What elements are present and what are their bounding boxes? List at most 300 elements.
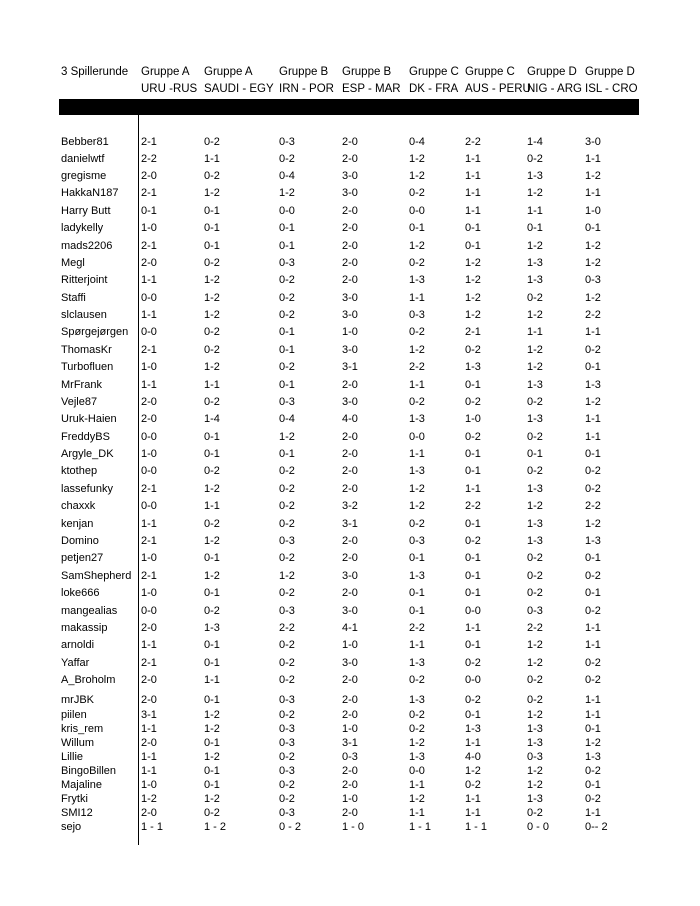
score-prediction: 2-0 [342, 448, 358, 460]
score-prediction: 1-2 [409, 170, 425, 182]
score-prediction: 0-2 [465, 344, 481, 356]
score-prediction: 0-2 [204, 257, 220, 269]
score-prediction: 1-3 [204, 622, 220, 634]
score-prediction: 1-1 [409, 448, 425, 460]
score-prediction: 0-0 [279, 205, 295, 217]
score-prediction: 0-2 [585, 465, 601, 477]
score-prediction: 2-0 [141, 396, 157, 408]
score-prediction: 0-2 [465, 694, 481, 706]
score-prediction: 2-0 [342, 431, 358, 443]
score-prediction: 1-3 [527, 793, 543, 805]
score-prediction: 0-1 [585, 552, 601, 564]
score-prediction: 2-0 [342, 674, 358, 686]
score-prediction: 0-2 [527, 807, 543, 819]
player-name: SamShepherd [61, 570, 132, 582]
score-prediction: 1-2 [409, 500, 425, 512]
score-prediction: 3-0 [342, 344, 358, 356]
score-prediction: 0-1 [465, 639, 481, 651]
score-prediction: 1-3 [527, 413, 543, 425]
score-prediction: 1-3 [527, 518, 543, 530]
score-prediction: 0-1 [204, 448, 220, 460]
score-prediction: 1-3 [527, 723, 543, 735]
score-prediction: 0-1 [279, 240, 295, 252]
score-prediction: 0-1 [527, 448, 543, 460]
score-prediction: 1-2 [527, 765, 543, 777]
score-prediction: 1-2 [527, 309, 543, 321]
score-prediction: 1-4 [204, 413, 220, 425]
score-prediction: 2-1 [141, 483, 157, 495]
score-prediction: 0-0 [141, 292, 157, 304]
player-name: FreddyBS [61, 431, 110, 443]
score-prediction: 0-2 [585, 344, 601, 356]
score-prediction: 0-2 [409, 709, 425, 721]
score-prediction: 0-2 [279, 153, 295, 165]
score-prediction: 1-3 [409, 570, 425, 582]
score-prediction: 0-2 [585, 674, 601, 686]
score-prediction: 0-2 [465, 657, 481, 669]
name-column-divider [138, 115, 139, 845]
score-prediction: 1-3 [527, 483, 543, 495]
score-prediction: 0-2 [585, 483, 601, 495]
score-prediction: 0-1 [585, 361, 601, 373]
score-prediction: 0-3 [409, 309, 425, 321]
score-prediction: 3-0 [342, 309, 358, 321]
score-prediction: 2-0 [342, 136, 358, 148]
score-prediction: 0-1 [585, 723, 601, 735]
score-prediction: 0-1 [465, 240, 481, 252]
player-name: danielwtf [61, 153, 105, 165]
score-prediction: 1-3 [409, 465, 425, 477]
score-prediction: 1-1 [585, 187, 601, 199]
score-prediction: 3-1 [342, 518, 358, 530]
score-prediction: 1-2 [409, 344, 425, 356]
score-prediction: 1-2 [585, 170, 601, 182]
score-prediction: 1-2 [204, 309, 220, 321]
score-prediction: 1-0 [141, 552, 157, 564]
score-prediction: 1-2 [204, 187, 220, 199]
player-name: loke666 [61, 587, 100, 599]
score-prediction: 1-3 [409, 274, 425, 286]
score-prediction: 2-0 [141, 413, 157, 425]
score-prediction: 1-1 [409, 779, 425, 791]
score-prediction: 2-0 [342, 709, 358, 721]
score-prediction: 0-1 [204, 639, 220, 651]
score-prediction: 0-1 [141, 205, 157, 217]
player-name: mads2206 [61, 240, 113, 252]
score-prediction: 1-2 [204, 751, 220, 763]
score-prediction: 1 - 1 [141, 821, 164, 833]
score-prediction: 0-2 [527, 292, 543, 304]
score-prediction: 1-3 [465, 723, 481, 735]
score-prediction: 2-0 [342, 222, 358, 234]
score-prediction: 1-0 [342, 326, 358, 338]
score-prediction: 0-2 [409, 674, 425, 686]
score-prediction: 2-1 [141, 344, 157, 356]
player-name: Ritterjoint [61, 274, 108, 286]
score-prediction: 0-3 [409, 535, 425, 547]
score-prediction: 0-2 [279, 292, 295, 304]
group-label: Gruppe A [204, 66, 253, 78]
match-label: NIG - ARG [527, 83, 582, 95]
score-prediction: 0-2 [204, 465, 220, 477]
score-prediction: 0-1 [585, 587, 601, 599]
score-prediction: 1-2 [465, 257, 481, 269]
score-prediction: 2-0 [141, 622, 157, 634]
score-prediction: 1-0 [342, 723, 358, 735]
score-prediction: 0-0 [141, 500, 157, 512]
score-prediction: 3-2 [342, 500, 358, 512]
score-prediction: 3-0 [342, 396, 358, 408]
score-prediction: 0-2 [409, 518, 425, 530]
score-prediction: 1-1 [465, 483, 481, 495]
score-prediction: 1-2 [585, 292, 601, 304]
score-prediction: 2-2 [465, 500, 481, 512]
score-prediction: 0-3 [279, 737, 295, 749]
score-prediction: 2-0 [342, 153, 358, 165]
score-prediction: 2-2 [527, 622, 543, 634]
score-prediction: 1-2 [204, 723, 220, 735]
score-prediction: 2-1 [141, 535, 157, 547]
score-prediction: 2-1 [141, 187, 157, 199]
score-prediction: 0-2 [279, 309, 295, 321]
player-name: piilen [61, 709, 87, 721]
score-prediction: 0-1 [585, 779, 601, 791]
score-prediction: 1-1 [204, 379, 220, 391]
score-prediction: 0-1 [279, 222, 295, 234]
group-label: Gruppe C [409, 66, 459, 78]
score-prediction: 2-0 [342, 807, 358, 819]
score-prediction: 1-1 [465, 807, 481, 819]
score-prediction: 2-0 [342, 240, 358, 252]
score-prediction: 0-1 [409, 222, 425, 234]
score-prediction: 0-2 [527, 153, 543, 165]
group-label: Gruppe B [279, 66, 329, 78]
player-name: Turbofluen [61, 361, 114, 373]
player-name: sejo [61, 821, 82, 833]
score-prediction: 0-0 [141, 605, 157, 617]
score-prediction: 0-2 [527, 587, 543, 599]
score-prediction: 0-2 [204, 344, 220, 356]
player-name: kris_rem [61, 723, 104, 735]
score-prediction: 0-2 [204, 605, 220, 617]
score-prediction: 1-1 [585, 153, 601, 165]
score-prediction: 2-0 [342, 257, 358, 269]
player-name: gregisme [61, 170, 107, 182]
score-prediction: 1-3 [585, 379, 601, 391]
score-prediction: 0-0 [409, 205, 425, 217]
score-prediction: 1-0 [342, 793, 358, 805]
score-prediction: 1-2 [527, 240, 543, 252]
player-name: Yaffar [61, 657, 90, 669]
score-prediction: 1-2 [585, 240, 601, 252]
score-prediction: 0-2 [527, 465, 543, 477]
score-prediction: 0-1 [409, 605, 425, 617]
match-label: AUS - PERU [465, 83, 531, 95]
score-prediction: 0-1 [204, 222, 220, 234]
score-prediction: 0 - 2 [279, 821, 302, 833]
score-prediction: 0-1 [204, 765, 220, 777]
player-name: makassip [61, 622, 108, 634]
score-prediction: 0-1 [279, 448, 295, 460]
score-prediction: 1 - 2 [204, 821, 227, 833]
score-prediction: 1-1 [141, 765, 157, 777]
player-name: ThomasKr [61, 344, 112, 356]
score-prediction: 0-2 [204, 518, 220, 530]
score-prediction: 1-2 [585, 396, 601, 408]
player-name: A_Broholm [61, 674, 116, 686]
score-prediction: 1-2 [204, 292, 220, 304]
group-label: Gruppe D [585, 66, 635, 78]
score-prediction: 1-1 [585, 413, 601, 425]
score-prediction: 1-2 [585, 518, 601, 530]
score-prediction: 1-1 [465, 170, 481, 182]
score-prediction: 1-2 [409, 793, 425, 805]
score-prediction: 1-3 [409, 413, 425, 425]
score-prediction: 0-0 [409, 431, 425, 443]
score-prediction: 0-1 [409, 552, 425, 564]
score-prediction: 0-1 [465, 222, 481, 234]
score-prediction: 1-0 [141, 361, 157, 373]
score-prediction: 0-2 [279, 751, 295, 763]
score-prediction: 0 - 0 [527, 821, 550, 833]
score-prediction: 0-1 [409, 587, 425, 599]
score-prediction: 2-2 [141, 153, 157, 165]
score-prediction: 0-3 [527, 605, 543, 617]
score-prediction: 1-2 [204, 570, 220, 582]
player-name: Vejle87 [61, 396, 98, 408]
score-prediction: 1-1 [141, 274, 157, 286]
score-prediction: 0-2 [409, 396, 425, 408]
score-prediction: 2-0 [141, 807, 157, 819]
player-name: slclausen [61, 309, 107, 321]
score-prediction: 3-1 [342, 737, 358, 749]
score-prediction: 1-1 [141, 751, 157, 763]
score-prediction: 1-1 [585, 709, 601, 721]
score-prediction: 1-1 [465, 793, 481, 805]
score-prediction: 0-1 [279, 379, 295, 391]
score-prediction: 0-2 [279, 483, 295, 495]
score-prediction: 1-3 [409, 694, 425, 706]
player-name: petjen27 [61, 552, 104, 564]
player-name: Spørgejørgen [61, 326, 129, 338]
score-prediction: 1-1 [527, 205, 543, 217]
score-prediction: 1-3 [585, 535, 601, 547]
score-prediction: 1-1 [585, 639, 601, 651]
score-prediction: 2-1 [141, 240, 157, 252]
score-prediction: 0-1 [465, 448, 481, 460]
score-prediction: 1-2 [279, 187, 295, 199]
score-prediction: 1-1 [141, 309, 157, 321]
score-prediction: 3-0 [342, 657, 358, 669]
score-prediction: 1 - 0 [342, 821, 365, 833]
score-prediction: 0-3 [585, 274, 601, 286]
score-prediction: 0-2 [465, 396, 481, 408]
score-prediction: 1-2 [585, 257, 601, 269]
score-prediction: 1-2 [279, 570, 295, 582]
score-prediction: 1-4 [527, 136, 543, 148]
score-prediction: 1-3 [527, 737, 543, 749]
player-name: HakkaN187 [61, 187, 119, 199]
player-name: Bebber81 [61, 136, 109, 148]
score-prediction: 3-0 [585, 136, 601, 148]
score-prediction: 0-2 [279, 793, 295, 805]
score-prediction: 1-1 [141, 518, 157, 530]
score-prediction: 1-1 [409, 292, 425, 304]
player-name: chaxxk [61, 500, 96, 512]
score-prediction: 1-3 [527, 535, 543, 547]
score-prediction: 1-2 [527, 187, 543, 199]
score-prediction: 1-1 [585, 694, 601, 706]
score-prediction: 1-0 [141, 448, 157, 460]
score-prediction: 0-1 [204, 657, 220, 669]
score-prediction: 0-2 [279, 709, 295, 721]
match-label: ESP - MAR [342, 83, 401, 95]
match-label: DK - FRA [409, 83, 459, 95]
score-prediction: 2-0 [342, 765, 358, 777]
score-prediction: 0-1 [279, 326, 295, 338]
score-prediction: 0-0 [141, 431, 157, 443]
score-prediction: 0-2 [409, 723, 425, 735]
score-prediction: 0-2 [585, 657, 601, 669]
score-prediction: 0-2 [204, 807, 220, 819]
score-prediction: 0-4 [279, 170, 295, 182]
score-prediction: 0-3 [279, 694, 295, 706]
score-prediction: 2-1 [465, 326, 481, 338]
score-prediction: 3-0 [342, 605, 358, 617]
score-prediction: 2-0 [141, 737, 157, 749]
group-label: Gruppe C [465, 66, 515, 78]
score-prediction: 1-3 [585, 751, 601, 763]
score-prediction: 1-3 [527, 274, 543, 286]
score-prediction: 1-2 [527, 657, 543, 669]
score-prediction: 3-0 [342, 292, 358, 304]
score-prediction: 0-2 [279, 587, 295, 599]
score-prediction: 1-2 [465, 765, 481, 777]
score-prediction: 1-3 [527, 170, 543, 182]
score-prediction: 0-2 [279, 274, 295, 286]
score-prediction: 1-2 [409, 153, 425, 165]
score-prediction: 1-1 [585, 622, 601, 634]
header-separator-bar [59, 99, 639, 115]
player-name: Willum [61, 737, 94, 749]
score-prediction: 1-3 [409, 657, 425, 669]
score-prediction: 1-1 [204, 500, 220, 512]
score-prediction: 0-1 [465, 570, 481, 582]
score-prediction: 0-3 [279, 807, 295, 819]
score-prediction: 0-1 [204, 694, 220, 706]
score-prediction: 0-3 [279, 535, 295, 547]
score-prediction: 1-1 [585, 326, 601, 338]
score-prediction: 1-2 [465, 274, 481, 286]
score-prediction: 2-0 [342, 552, 358, 564]
score-prediction: 0-2 [279, 518, 295, 530]
score-prediction: 0-2 [527, 570, 543, 582]
score-prediction: 0-1 [465, 709, 481, 721]
score-prediction: 0-2 [585, 765, 601, 777]
score-prediction: 0-3 [279, 136, 295, 148]
score-prediction: 1-2 [527, 639, 543, 651]
score-prediction: 1-1 [465, 153, 481, 165]
score-prediction: 0-3 [279, 765, 295, 777]
score-prediction: 4-0 [465, 751, 481, 763]
score-prediction: 1-1 [465, 622, 481, 634]
score-prediction: 1-2 [527, 344, 543, 356]
score-prediction: 0-1 [204, 240, 220, 252]
score-prediction: 1-2 [409, 240, 425, 252]
score-prediction: 1-1 [409, 379, 425, 391]
score-prediction: 2-0 [141, 674, 157, 686]
player-name: MrFrank [61, 379, 102, 391]
match-label: SAUDI - EGY [204, 83, 274, 95]
player-name: Uruk-Haien [61, 413, 117, 425]
score-prediction: 0-1 [465, 587, 481, 599]
score-prediction: 0-2 [204, 326, 220, 338]
score-prediction: 1-1 [465, 187, 481, 199]
group-label: Gruppe A [141, 66, 190, 78]
score-prediction: 0-2 [279, 674, 295, 686]
score-prediction: 0-2 [465, 535, 481, 547]
score-prediction: 1-2 [409, 483, 425, 495]
score-prediction: 4-1 [342, 622, 358, 634]
score-prediction: 1-0 [585, 205, 601, 217]
score-prediction: 1-2 [465, 292, 481, 304]
score-prediction: 0-0 [465, 605, 481, 617]
score-prediction: 0-1 [204, 779, 220, 791]
score-prediction: 2-1 [141, 657, 157, 669]
score-prediction: 0-1 [204, 737, 220, 749]
score-prediction: 1-0 [465, 413, 481, 425]
score-prediction: 2-0 [342, 535, 358, 547]
score-prediction: 0-3 [279, 257, 295, 269]
score-prediction: 1-1 [465, 205, 481, 217]
score-prediction: 0-3 [279, 396, 295, 408]
score-prediction: 0-2 [409, 257, 425, 269]
score-prediction: 0-2 [279, 552, 295, 564]
score-prediction: 0-0 [141, 465, 157, 477]
score-prediction: 0-2 [204, 136, 220, 148]
score-prediction: 0-3 [279, 723, 295, 735]
score-prediction: 2-2 [585, 500, 601, 512]
score-prediction: 0-1 [204, 552, 220, 564]
score-prediction: 0-1 [204, 587, 220, 599]
group-label: Gruppe B [342, 66, 392, 78]
player-name: arnoldi [61, 639, 95, 651]
score-prediction: 0-2 [279, 500, 295, 512]
score-prediction: 0-2 [279, 639, 295, 651]
score-prediction: 2-0 [342, 587, 358, 599]
score-prediction: 1-1 [527, 326, 543, 338]
player-name: lassefunky [61, 483, 113, 495]
group-label: Gruppe D [527, 66, 577, 78]
score-prediction: 2-0 [342, 274, 358, 286]
player-name: Majaline [61, 779, 102, 791]
score-prediction: 1-2 [204, 535, 220, 547]
score-prediction: 0-0 [141, 326, 157, 338]
score-prediction: 1-0 [141, 222, 157, 234]
score-prediction: 1-1 [409, 807, 425, 819]
score-prediction: 0-2 [527, 694, 543, 706]
score-prediction: 1-1 [141, 639, 157, 651]
score-prediction: 2-1 [141, 570, 157, 582]
score-prediction: 2-2 [409, 361, 425, 373]
score-prediction: 1 - 1 [409, 821, 432, 833]
score-prediction: 0-2 [527, 674, 543, 686]
score-prediction: 1-2 [527, 361, 543, 373]
score-prediction: 0-1 [527, 222, 543, 234]
score-prediction: 2-1 [141, 136, 157, 148]
score-prediction: 1-1 [204, 674, 220, 686]
score-prediction: 1 - 1 [465, 821, 488, 833]
